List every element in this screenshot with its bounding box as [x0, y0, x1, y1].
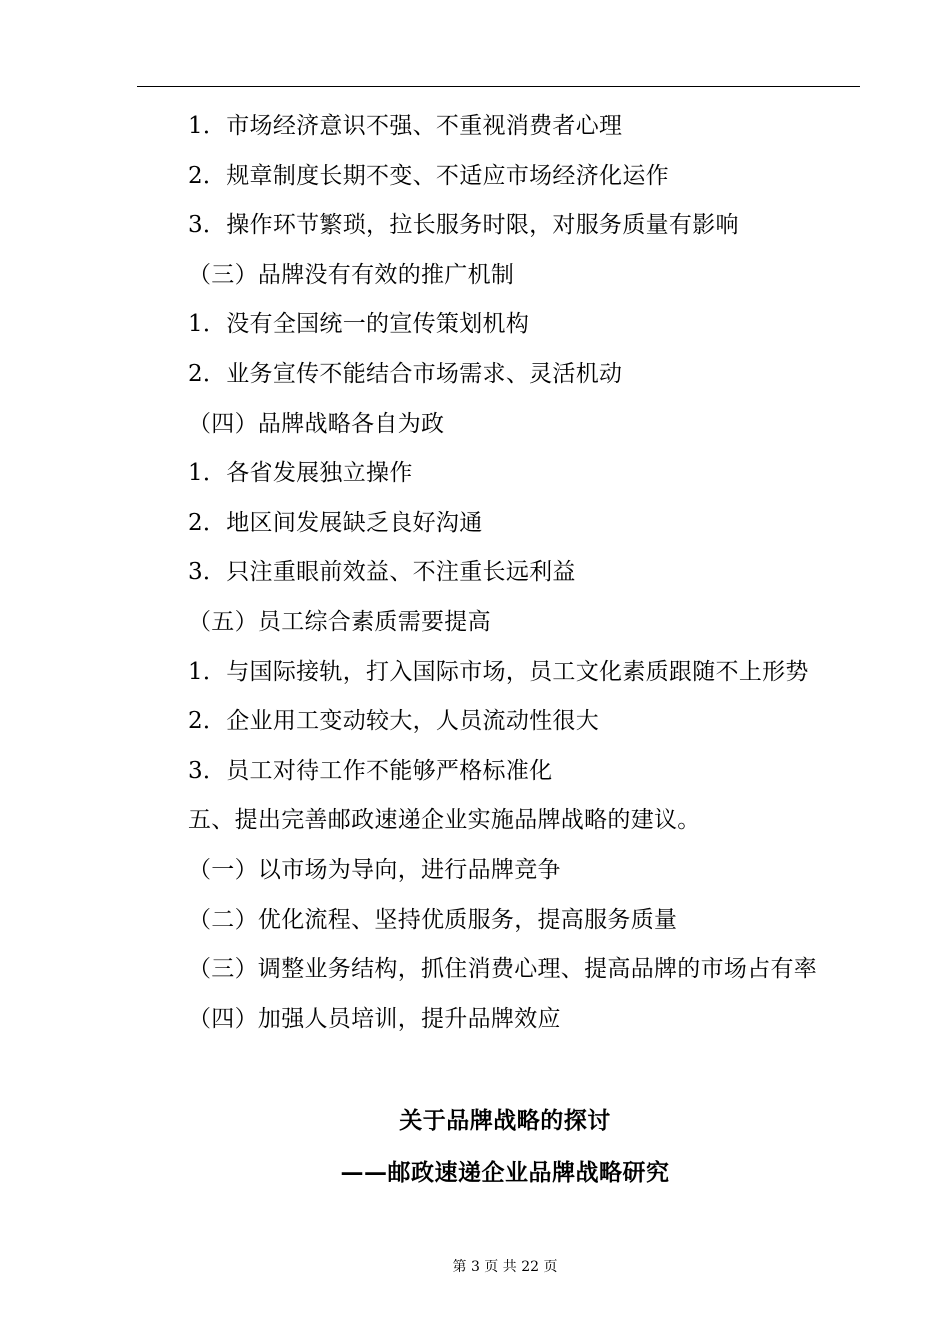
list-item: 1．各省发展独立操作	[188, 460, 413, 487]
list-item: 2．企业用工变动较大，人员流动性很大	[188, 708, 600, 735]
list-item: 3．员工对待工作不能够严格标准化	[188, 757, 553, 784]
list-item: 1．与国际接轨，打入国际市场，员工文化素质跟随不上形势	[188, 658, 809, 685]
list-item: 2．地区间发展缺乏良好沟通	[188, 509, 483, 536]
document-title: 关于品牌战略的探讨	[399, 1107, 611, 1134]
list-item: 3．操作环节繁琐，拉长服务时限，对服务质量有影响	[188, 212, 739, 239]
section-heading: 五、提出完善邮政速递企业实施品牌战略的建议。	[188, 807, 701, 834]
subsection-heading: （五）员工综合素质需要提高	[188, 608, 491, 635]
title-block	[0, 1095, 950, 1199]
list-item: 2．业务宣传不能结合市场需求、灵活机动	[188, 360, 623, 387]
header-rule	[137, 86, 860, 87]
document-subtitle: ——邮政速递企业品牌战略研究	[340, 1159, 670, 1186]
subsection-heading: （四）加强人员培训，提升品牌效应	[188, 1005, 561, 1032]
list-item: 1．市场经济意识不强、不重视消费者心理	[188, 113, 623, 139]
list-item: 3．只注重眼前效益、不注重长远利益	[188, 559, 576, 586]
subsection-heading: （一）以市场为导向，进行品牌竞争	[188, 856, 561, 883]
subsection-heading: （三）调整业务结构，抓住消费心理、提高品牌的市场占有率	[188, 956, 818, 983]
subsection-heading: （二）优化流程、坚持优质服务，提高服务质量	[188, 906, 678, 933]
subsection-heading: （三）品牌没有有效的推广机制	[188, 261, 515, 288]
body-text	[0, 102, 950, 1044]
list-item: 2．规章制度长期不变、不适应市场经济化运作	[188, 162, 669, 189]
page-number: 第 3 页 共 22 页	[452, 1259, 558, 1275]
subsection-heading: （四）品牌战略各自为政	[188, 410, 445, 437]
list-item: 1．没有全国统一的宣传策划机构	[188, 311, 530, 338]
